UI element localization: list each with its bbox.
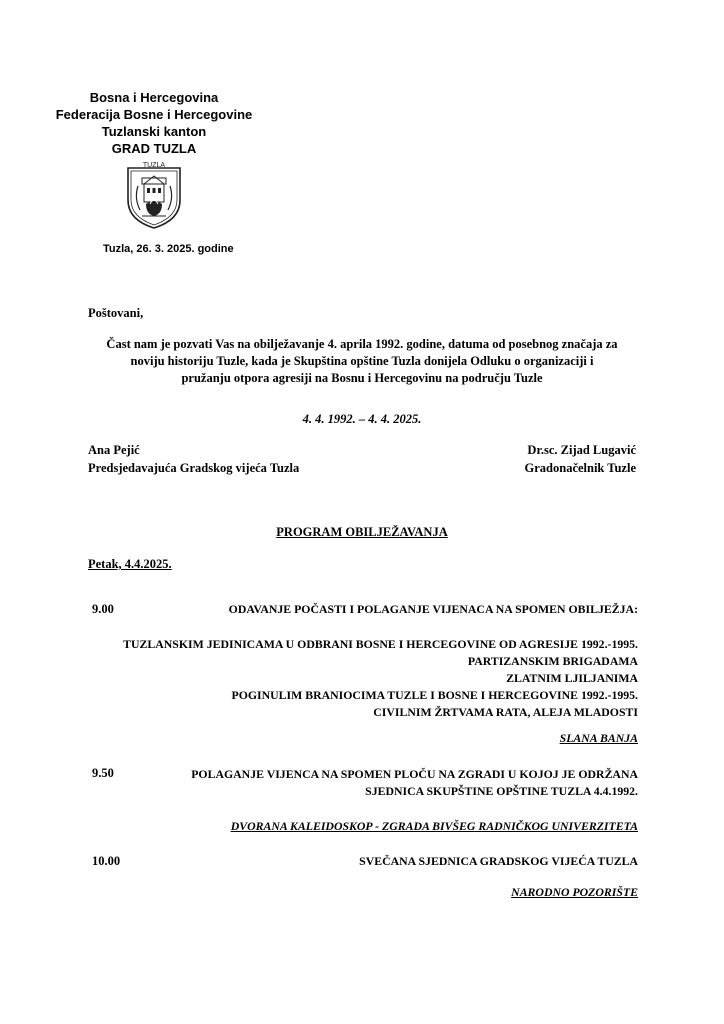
header-city: GRAD TUZLA (111, 141, 197, 156)
document-date: Tuzla, 26. 3. 2025. godine (103, 243, 234, 255)
event-time: 10.00 (92, 854, 121, 868)
header-canton: Tuzlanski kanton (101, 124, 207, 139)
city-seal-logo (118, 158, 190, 230)
intro-line: noviju historiju Tuzle, kada je Skupština opštine Tuzla donijela Odluku o organizaciji i (130, 354, 594, 368)
left-signatory-name: Ana Pejić (88, 443, 140, 457)
event-title: ODAVANJE POČASTI I POLAGANJE VIJENACA NA SPOMEN OBILJEŽJA: (228, 602, 638, 616)
intro-line: pružanju otpora agresiji na Bosnu i Hercegovinu na području Tuzle (181, 371, 543, 385)
event-time: 9.50 (92, 766, 114, 780)
left-signatory-title: Predsjedavajuća Gradskog vijeća Tuzla (88, 461, 300, 475)
event-title (191, 766, 638, 800)
header-federation: Federacija Bosne i Hercegovine (55, 107, 253, 122)
list-item: POGINULIM BRANIOCIMA TUZLE I BOSNE I HERCEGOVINE 1992.-1995. (231, 688, 638, 702)
list-item: PARTIZANSKIM BRIGADAMA (467, 654, 638, 668)
intro-paragraph (88, 336, 636, 387)
event-title-line: POLAGANJE VIJENCA NA SPOMEN PLOČU NA ZGRADI U KOJOJ JE ODRŽANA (191, 767, 638, 781)
event-location: DVORANA KALEIDOSKOP - ZGRADA BIVŠEG RADNIČKOG UNIVERZITETA (230, 819, 638, 833)
list-item: CIVILNIM ŽRTVAMA RATA, ALEJA MLADOSTI (373, 705, 638, 719)
program-title: PROGRAM OBILJEŽAVANJA (276, 525, 448, 539)
event-location: SLANA BANJA (559, 731, 638, 745)
right-signatory-name: Dr.sc. Zijad Lugavić (527, 443, 636, 457)
list-item: ZLATNIM LJILJANIMA (506, 671, 638, 685)
program-day: Petak, 4.4.2025. (88, 557, 172, 571)
intro-line: Čast nam je pozvati Vas na obilježavanje 4. aprila 1992. godine, datuma od posebnog značaja za (106, 337, 618, 351)
event-title: SVEČANA SJEDNICA GRADSKOG VIJEĆA TUZLA (359, 854, 638, 868)
event-location: NARODNO POZORIŠTE (511, 885, 638, 899)
header-country: Bosna i Hercegovina (89, 90, 219, 105)
event-items-list (123, 636, 638, 721)
seal-text: TUZLA (142, 162, 166, 169)
commemoration-dates: 4. 4. 1992. – 4. 4. 2025. (302, 412, 422, 426)
event-title-line: SJEDNICA SKUPŠTINE OPŠTINE TUZLA 4.4.1992. (365, 784, 638, 798)
greeting: Poštovani, (88, 306, 144, 320)
list-item: TUZLANSKIM JEDINICAMA U ODBRANI BOSNE I HERCEGOVINE OD AGRESIJE 1992.-1995. (123, 637, 638, 651)
right-signatory-title: Gradonačelnik Tuzle (524, 461, 636, 475)
event-time: 9.00 (92, 602, 114, 616)
